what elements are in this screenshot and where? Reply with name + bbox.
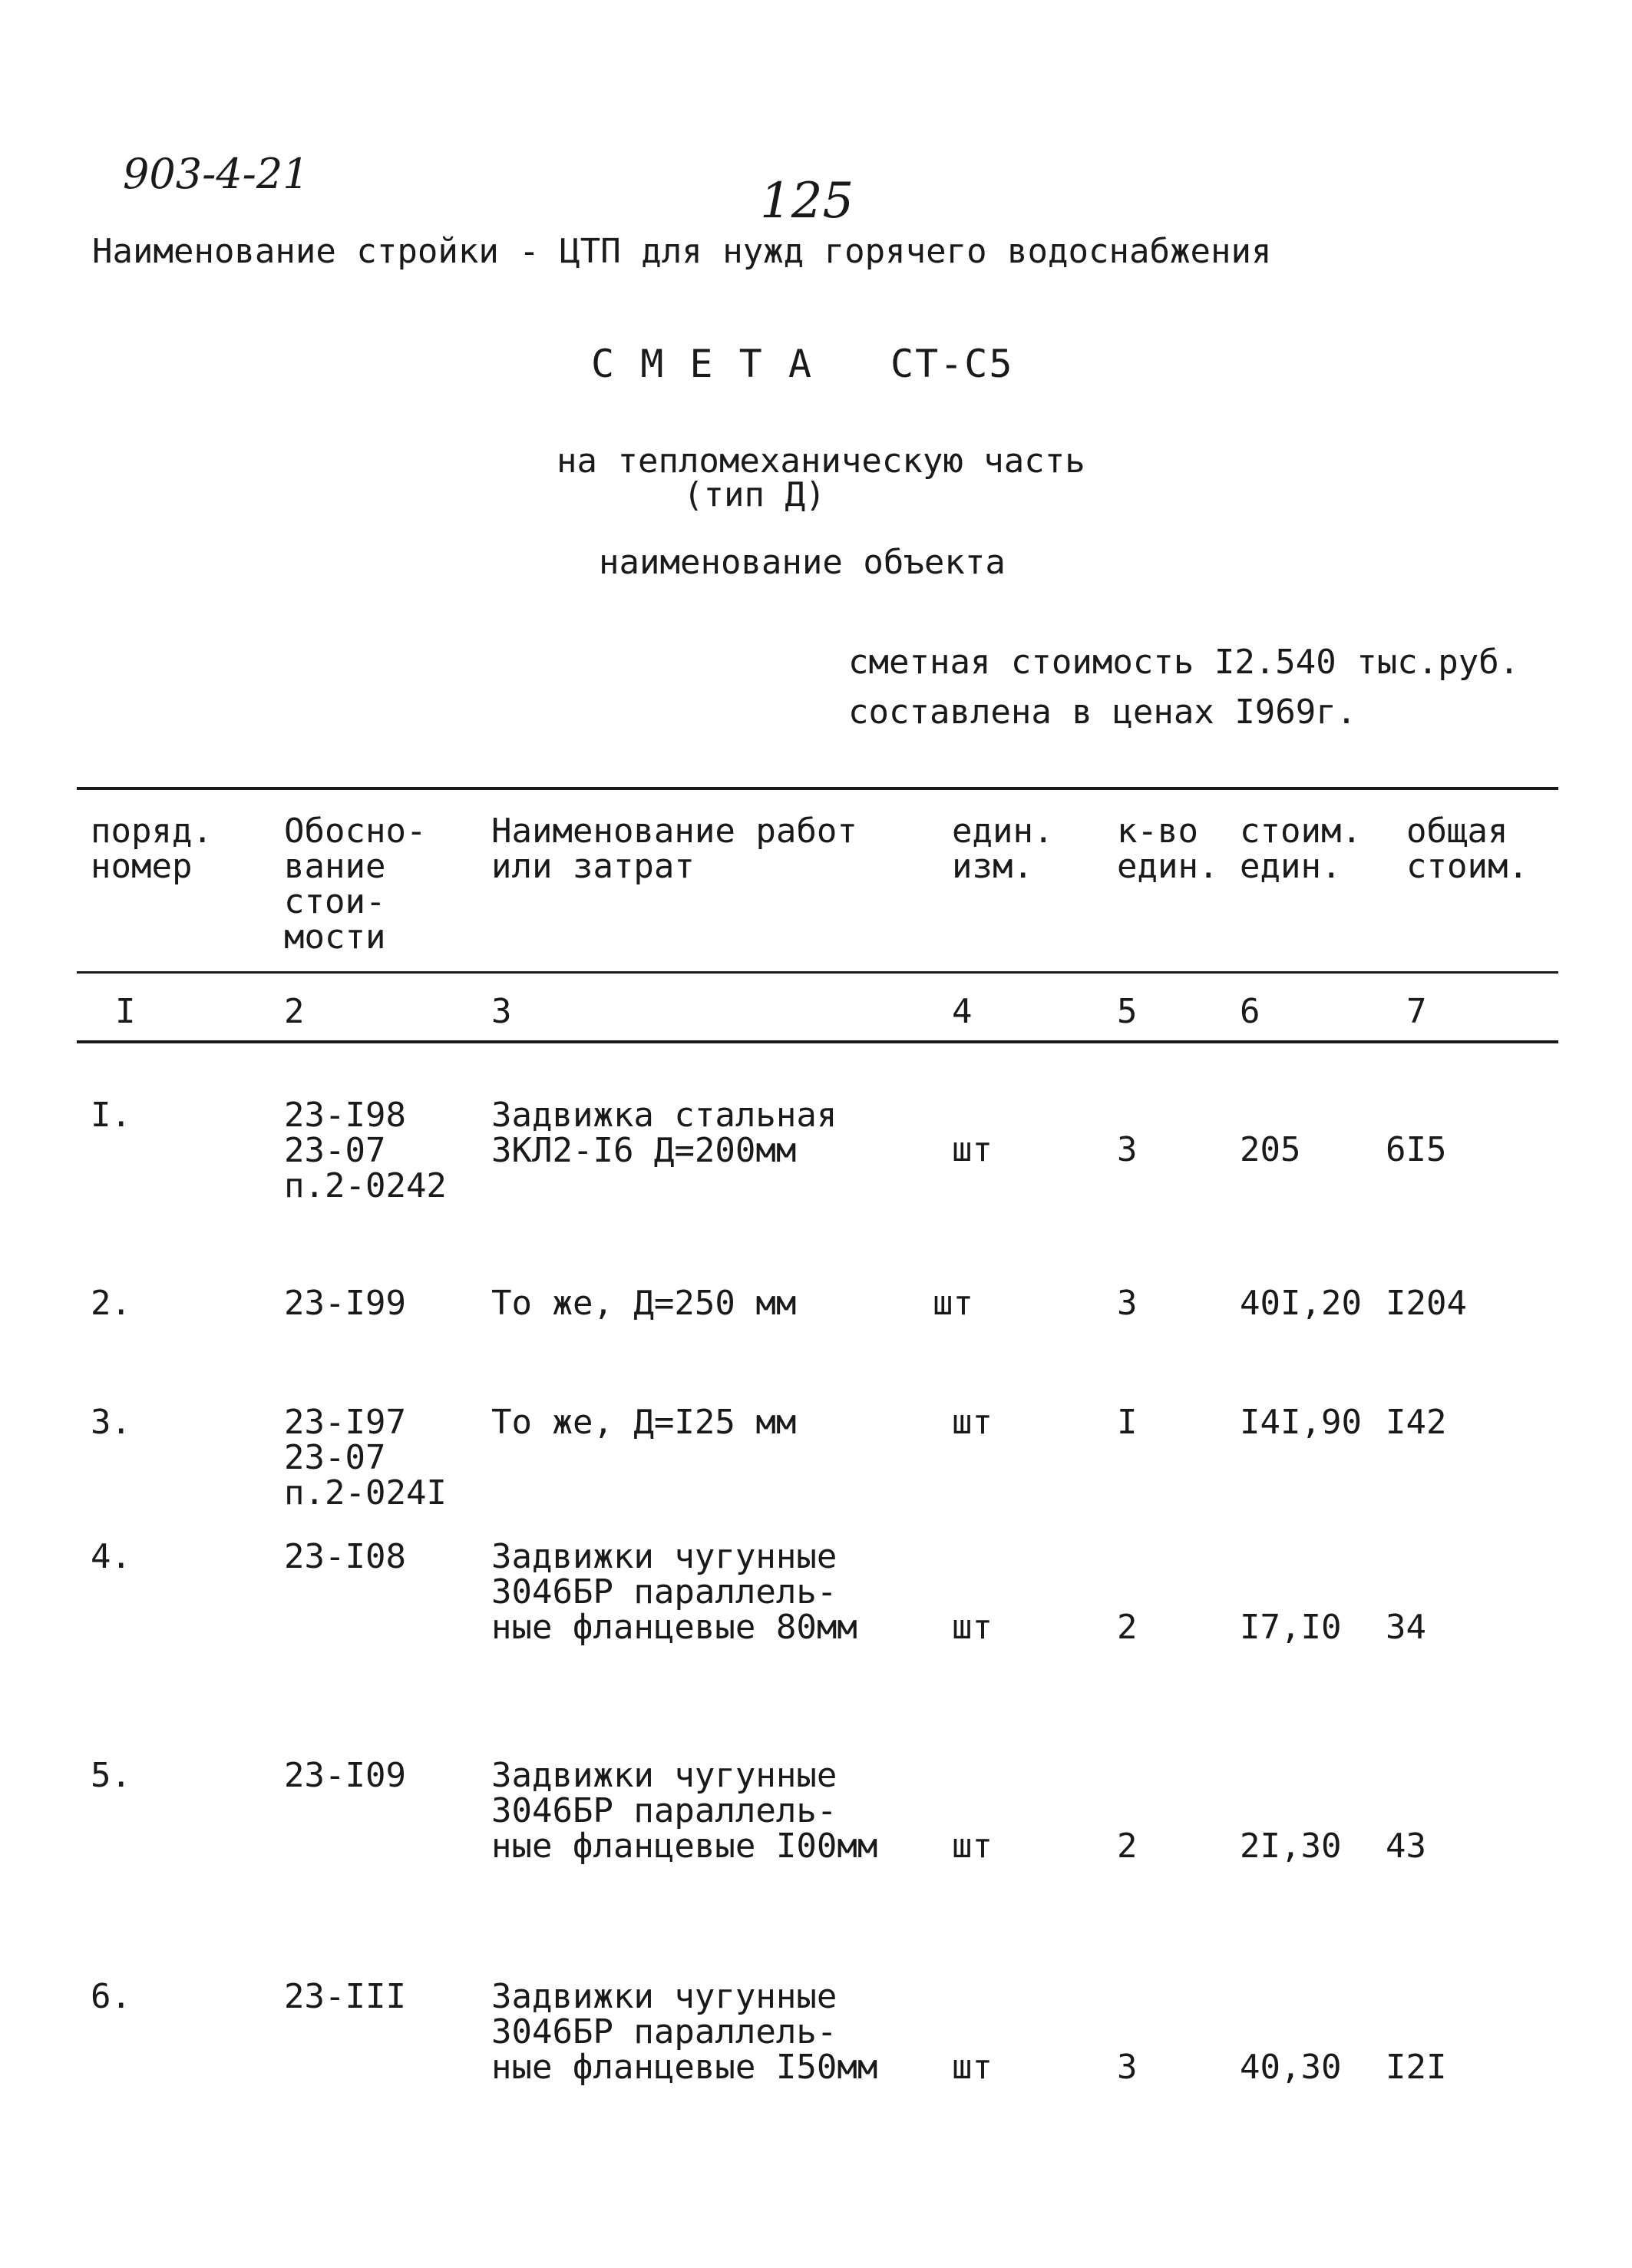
estimate-code: СТ-С5	[890, 342, 1014, 386]
column-number-5: 5	[1117, 992, 1138, 1031]
header-total: общая стоим.	[1406, 812, 1528, 886]
table-row-6-price: 40,30	[1240, 2048, 1342, 2087]
table-row-6-basis: 23-III	[284, 1977, 406, 2016]
header-row-number: поряд. номер	[91, 812, 213, 886]
header-quantity: к-во един.	[1117, 812, 1219, 886]
table-row-5-qty: 2	[1117, 1827, 1138, 1866]
document-code: 903-4-21	[123, 150, 309, 198]
table-row-1-unit: шт	[952, 1130, 993, 1169]
table-row-3-price: I4I,90	[1240, 1403, 1362, 1442]
table-row-2-unit: шт	[933, 1284, 973, 1323]
table-row-3-total: I42	[1386, 1403, 1447, 1442]
column-number-6: 6	[1240, 992, 1260, 1031]
table-row-2-total: I204	[1386, 1284, 1467, 1323]
table-row-6-name: Задвижки чугунные 3046БР параллель- ные фланцевые I50мм	[491, 1977, 878, 2087]
table-row-1-price: 205	[1240, 1130, 1301, 1169]
column-number-4: 4	[952, 992, 973, 1031]
header-bottom-rule	[77, 971, 1558, 974]
table-row-5-unit: шт	[952, 1827, 993, 1866]
table-row-3-name: То же, Д=I25 мм	[491, 1403, 797, 1442]
header-unit-price: стоим. един.	[1240, 812, 1362, 886]
column-number-1: I	[115, 992, 136, 1031]
estimated-cost: сметная стоимость I2.540 тыс.руб.	[848, 643, 1520, 682]
table-row-4-basis: 23-I08	[284, 1537, 406, 1576]
header-work-name: Наименование работ или затрат	[491, 812, 857, 886]
document-title: С М Е Т А	[591, 342, 813, 386]
table-row-5-basis: 23-I09	[284, 1756, 406, 1795]
column-number-rule	[77, 1040, 1558, 1043]
table-row-4-name: Задвижки чугунные 3046БР параллель- ные фланцевые 80мм	[491, 1537, 857, 1647]
table-row-6-total: I2I	[1386, 2048, 1447, 2087]
table-row-3-qty: I	[1117, 1403, 1138, 1442]
subtitle-line-1: на тепломеханическую часть	[557, 441, 1085, 481]
table-row-2-name: То же, Д=250 мм	[491, 1284, 797, 1323]
table-row-5-number: 5.	[91, 1756, 131, 1795]
price-basis: составлена в ценах I969г.	[848, 693, 1357, 732]
subtitle-line-2: (тип Д)	[683, 475, 826, 514]
table-row-1-number: I.	[91, 1096, 131, 1135]
table-row-5-total: 43	[1386, 1827, 1426, 1866]
table-row-6-qty: 3	[1117, 2048, 1138, 2087]
table-row-6-number: 6.	[91, 1977, 131, 2016]
table-row-3-basis: 23-I97 23-07 п.2-024I	[284, 1403, 447, 1513]
table-row-2-qty: 3	[1117, 1284, 1138, 1323]
table-row-1-basis: 23-I98 23-07 п.2-0242	[284, 1096, 447, 1205]
table-row-4-qty: 2	[1117, 1608, 1138, 1647]
header-basis: Обосно- вание стои- мости	[284, 812, 427, 957]
object-name: наименование объекта	[599, 543, 1006, 582]
table-row-2-number: 2.	[91, 1284, 131, 1323]
column-number-3: 3	[491, 992, 512, 1031]
table-row-3-unit: шт	[952, 1403, 993, 1442]
table-row-1-total: 6I5	[1386, 1130, 1447, 1169]
table-row-4-unit: шт	[952, 1608, 993, 1647]
table-row-4-price: I7,I0	[1240, 1608, 1342, 1647]
project-name: Наименование стройки - ЦТП для нужд горячего водоснабжения	[92, 232, 1272, 271]
table-row-6-unit: шт	[952, 2048, 993, 2087]
column-number-2: 2	[284, 992, 305, 1031]
table-row-1-qty: 3	[1117, 1130, 1138, 1169]
table-row-5-price: 2I,30	[1240, 1827, 1342, 1866]
header-unit: един. изм.	[952, 812, 1054, 886]
page-number: 125	[760, 173, 854, 230]
table-row-3-number: 3.	[91, 1403, 131, 1442]
column-number-7: 7	[1406, 992, 1427, 1031]
table-row-4-number: 4.	[91, 1537, 131, 1576]
table-row-5-name: Задвижки чугунные 3046БР параллель- ные фланцевые I00мм	[491, 1756, 878, 1866]
table-row-4-total: 34	[1386, 1608, 1426, 1647]
table-row-2-basis: 23-I99	[284, 1284, 406, 1323]
table-row-1-name: Задвижка стальная 3КЛ2-I6 Д=200мм	[491, 1096, 837, 1170]
table-top-rule	[77, 787, 1558, 790]
table-row-2-price: 40I,20	[1240, 1284, 1362, 1323]
